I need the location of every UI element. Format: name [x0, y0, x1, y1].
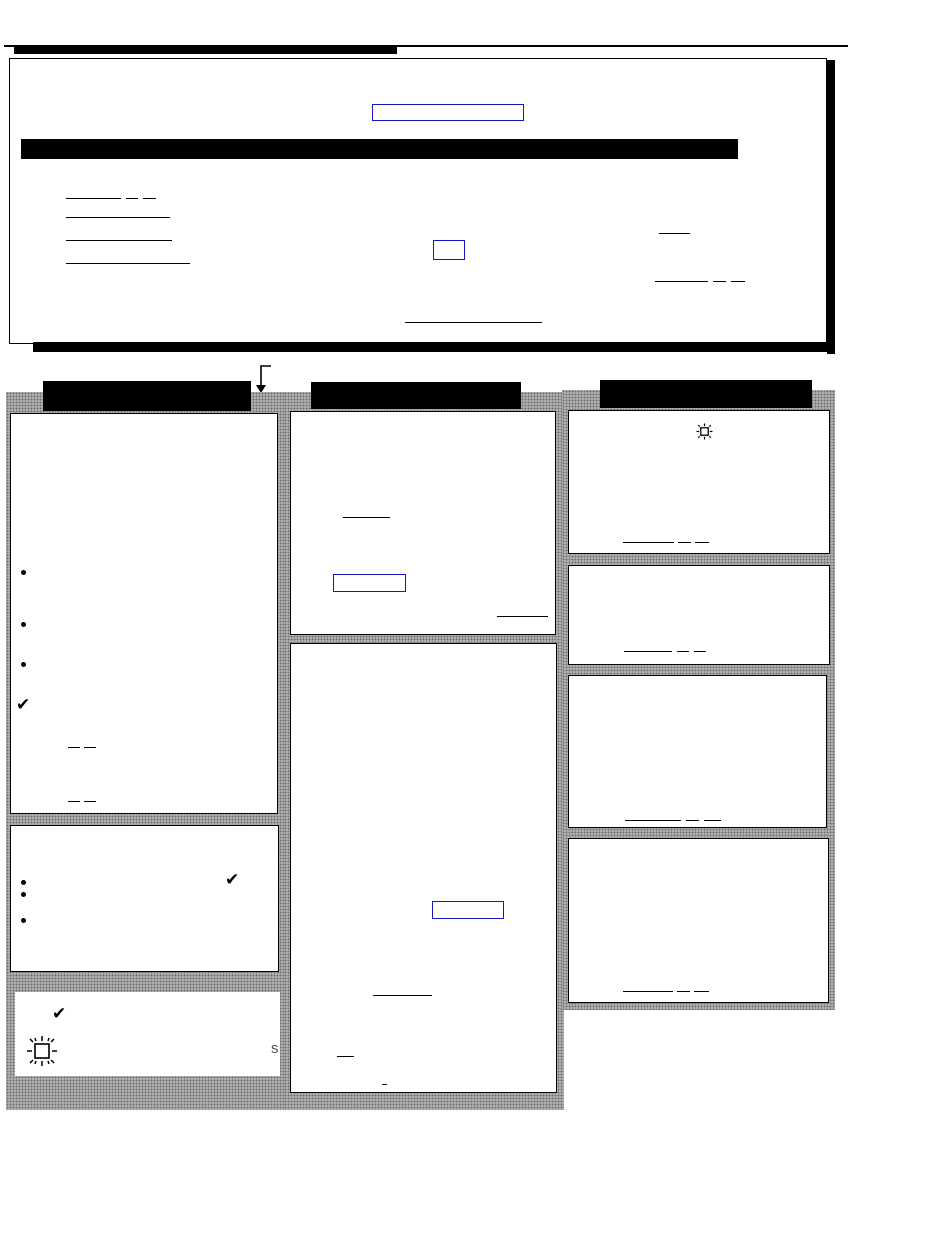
blank-line-6 — [655, 281, 708, 282]
left-panel-1 — [10, 413, 278, 814]
blank-line-4 — [66, 263, 190, 264]
left-bullet-5 — [21, 892, 26, 897]
right-blank-line-1-dash-b — [695, 542, 709, 543]
left-panel-2 — [10, 825, 279, 972]
middle-panel-1 — [290, 411, 556, 635]
left-bullet-4 — [21, 880, 26, 885]
blank-line-2 — [66, 217, 170, 218]
left-dash-1a — [68, 747, 80, 748]
stray-char: s — [271, 1040, 279, 1057]
blank-line-1-dash-a — [126, 198, 138, 199]
left-bullet-3 — [21, 662, 26, 667]
middle-blank-line-1 — [343, 517, 390, 518]
blank-line-7 — [405, 322, 542, 323]
right-blank-line-2-dash-b — [694, 651, 706, 652]
right-blank-line-2-dash-a — [677, 651, 689, 652]
blank-line-1 — [66, 198, 121, 199]
check-mark-icon: ✔ — [16, 695, 31, 715]
blank-line-6-dash-a — [713, 281, 726, 282]
right-blank-line-1-dash-a — [678, 542, 691, 543]
header-box — [9, 58, 831, 346]
header-box-frame — [9, 58, 827, 344]
right-blank-line-4-dash-b — [694, 991, 709, 992]
down-arrow-icon — [252, 364, 276, 394]
middle-blank-line-2 — [497, 616, 548, 617]
left-column-tab — [43, 381, 251, 411]
middle-field-2[interactable] — [432, 901, 504, 919]
header-black-banner — [21, 139, 738, 159]
right-blank-line-4-dash-a — [677, 991, 690, 992]
left-dash-1b — [84, 747, 96, 748]
lamp-icon — [696, 423, 713, 440]
right-blank-line-2 — [624, 651, 672, 652]
header-entry-field[interactable] — [433, 240, 465, 260]
left-bullet-2 — [21, 622, 26, 627]
right-blank-line-4 — [623, 991, 673, 992]
left-dash-2a — [68, 801, 80, 802]
right-blank-line-3 — [625, 820, 681, 821]
lamp-icon — [26, 1035, 58, 1067]
right-blank-line-3-dash-a — [686, 820, 699, 821]
page-top-rule-heavy — [14, 45, 397, 54]
right-blank-line-3-dash-b — [704, 820, 721, 821]
right-panel-4 — [568, 838, 829, 1003]
blank-line-3 — [66, 240, 172, 241]
middle-blank-line-3 — [373, 995, 432, 996]
right-blank-line-1 — [623, 542, 674, 543]
left-dash-2b — [84, 801, 96, 802]
check-mark-icon: ✔ — [225, 870, 240, 890]
check-mark-icon: ✔ — [52, 1004, 67, 1024]
middle-field-1[interactable] — [333, 574, 406, 592]
blank-line-5 — [659, 233, 690, 234]
middle-panel-2 — [290, 643, 557, 1093]
right-panel-2 — [568, 565, 830, 665]
header-title-field[interactable] — [372, 104, 524, 121]
blank-line-6-dash-b — [731, 281, 745, 282]
right-panel-3 — [568, 675, 827, 828]
header-box-shadow-bottom — [33, 342, 835, 352]
left-bullet-6 — [21, 918, 26, 923]
middle-blank-line-4 — [337, 1056, 354, 1057]
header-box-shadow-right — [827, 60, 835, 354]
middle-tiny-mark — [382, 1084, 387, 1085]
left-bullet-1 — [21, 570, 26, 575]
middle-column-tab — [311, 382, 521, 409]
blank-line-1-dash-b — [143, 198, 156, 199]
right-column-tab — [600, 380, 812, 408]
